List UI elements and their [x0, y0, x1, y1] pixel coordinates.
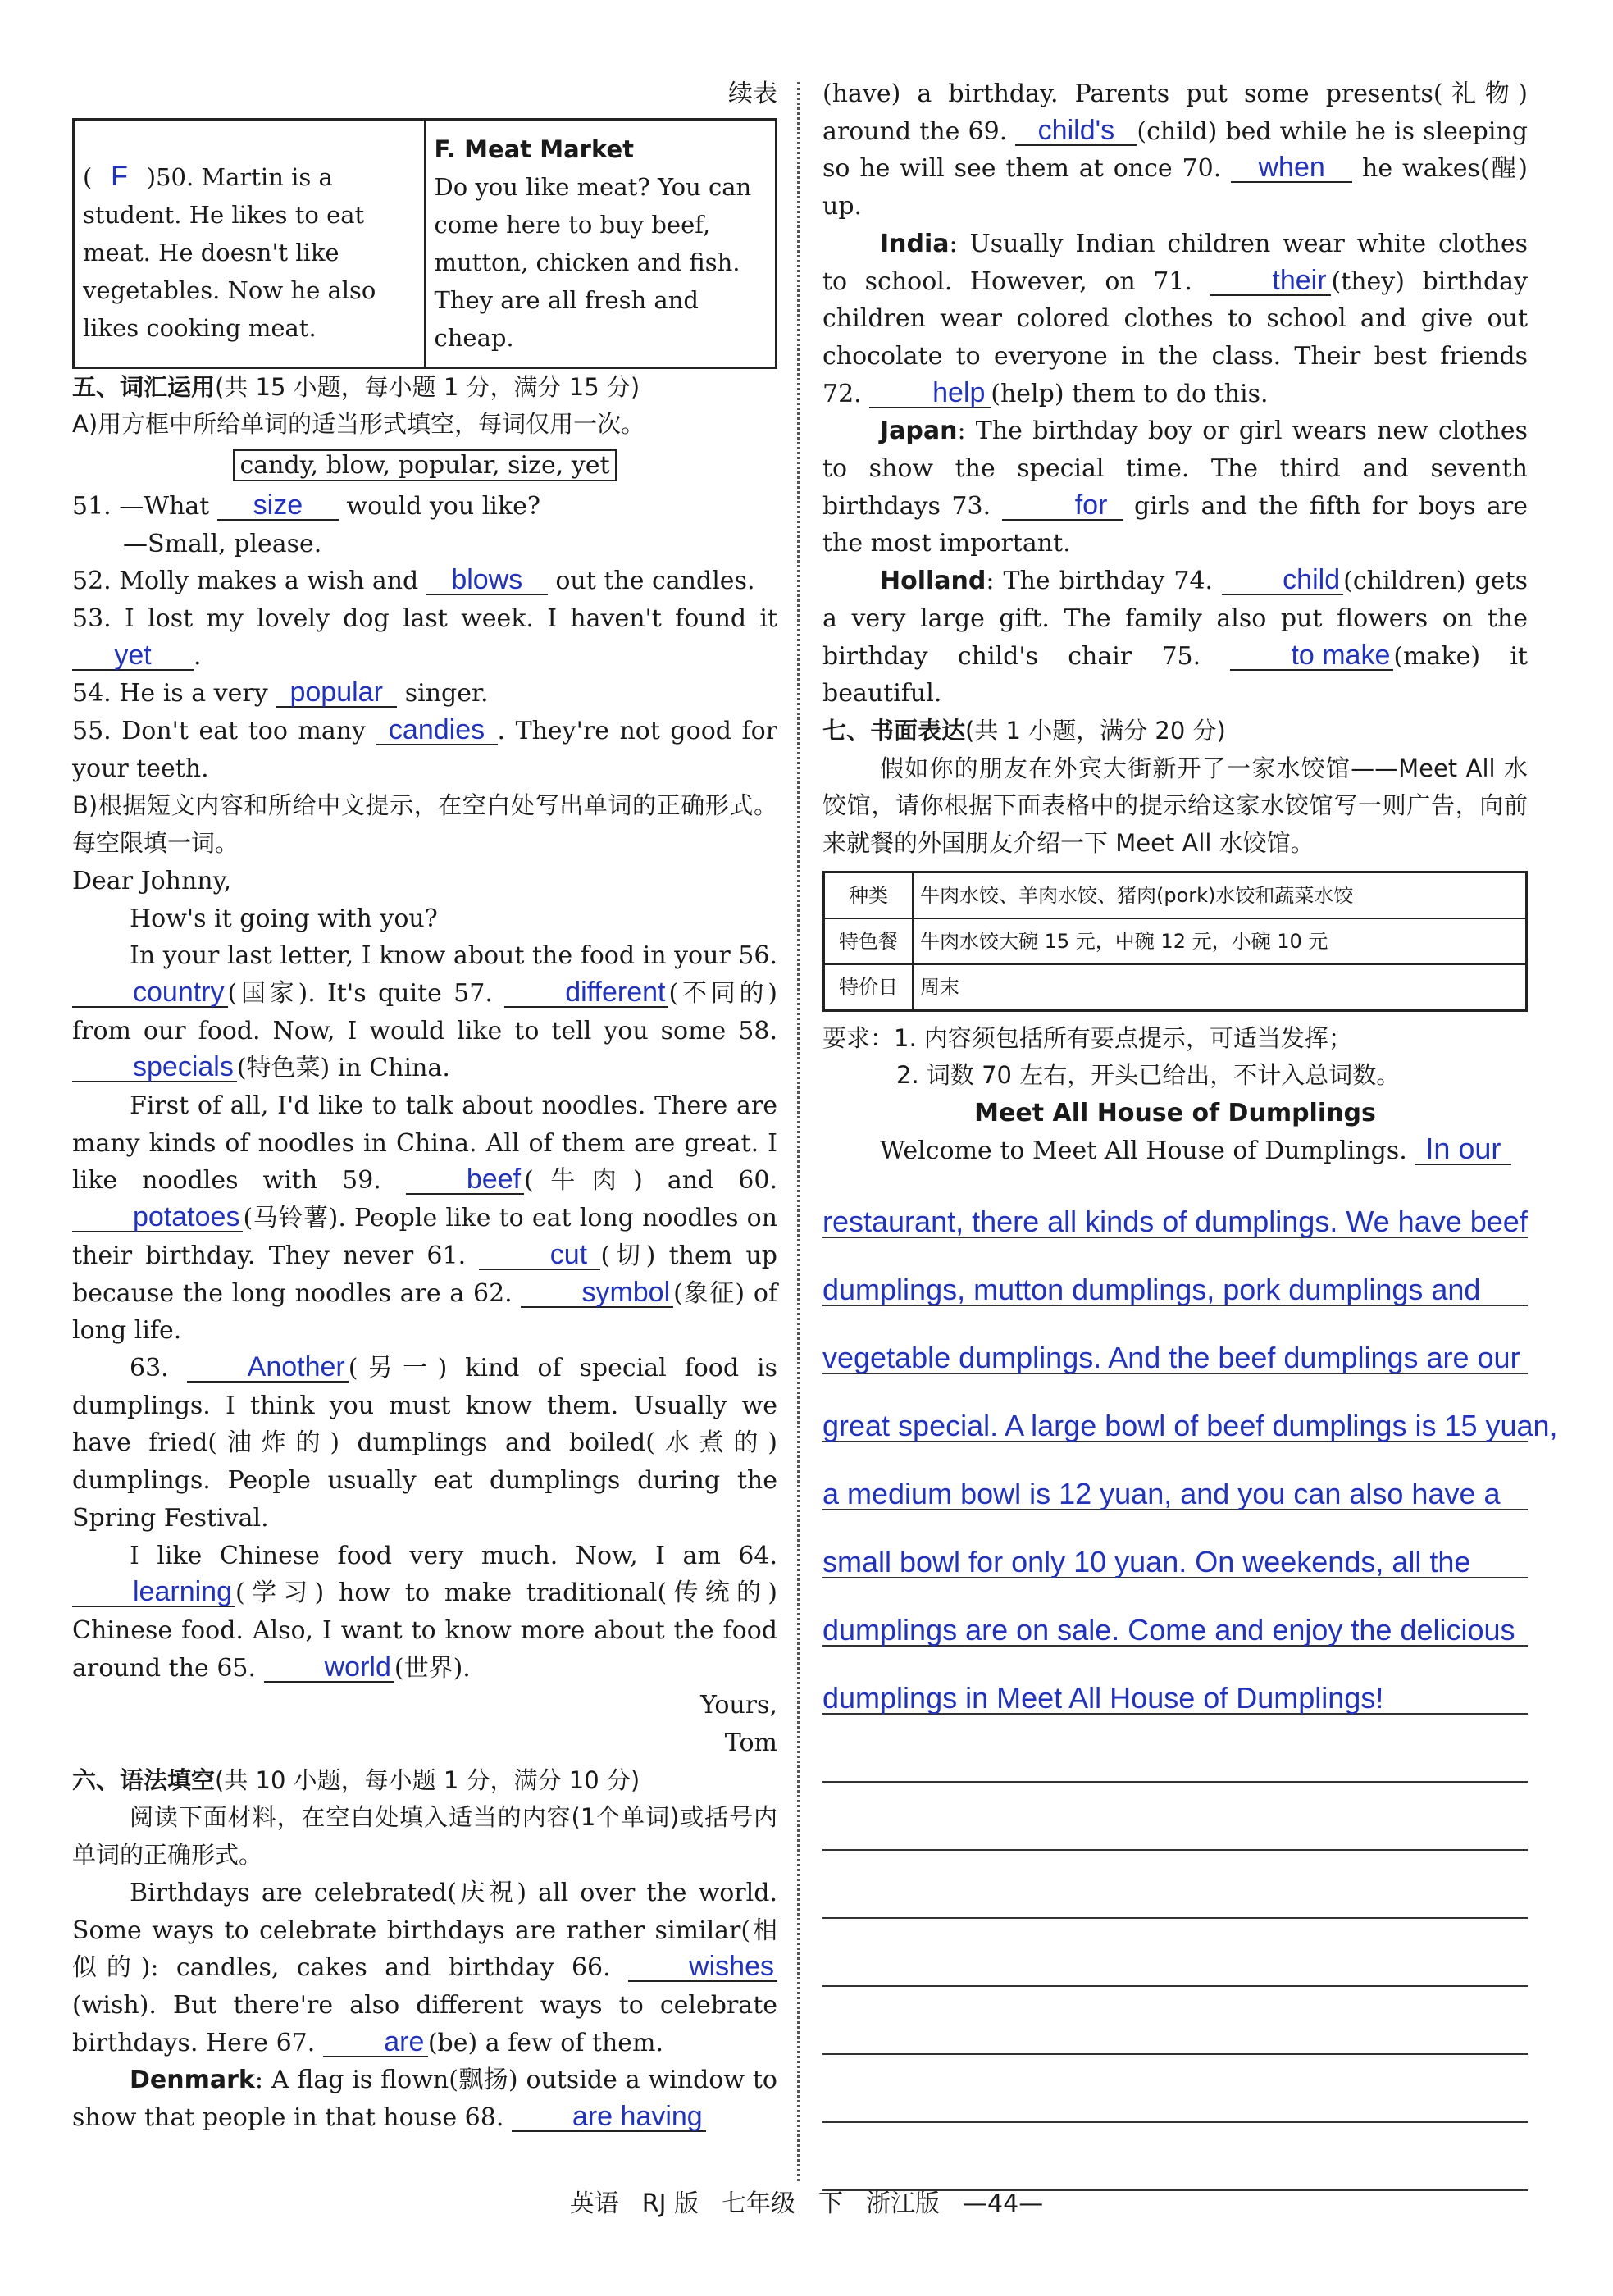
- answer-70: when: [1231, 153, 1352, 183]
- matching-table: [72, 118, 777, 369]
- info-row-sale-day: 特价日 周末: [824, 964, 1527, 1011]
- answer-54: popular: [276, 678, 397, 708]
- essay-line: vegetable dumplings. And the beef dumplings are our: [822, 1343, 1528, 1374]
- letter-para-2: First of all, I'd like to talk about noodles. There are many kinds of noodles in China. All of them are great. I like noodles with 59. beef (牛肉) and 60. potatoes (马铃薯). People like to eat long noodles on their birthday. They never 61. cut (切) them up because the long noodles are a 62. symbol (象征) of long life.: [72, 1091, 777, 1346]
- answer-58: specials: [72, 1053, 237, 1082]
- essay-line: restaurant, there all kinds of dumplings. We have beef: [822, 1204, 1528, 1238]
- essay-line: dumplings in Meet All House of Dumplings!: [822, 1683, 1528, 1715]
- answer-74: child: [1222, 566, 1343, 595]
- matching-option-f: F. Meat Market Do you like meat? You can come here to buy beef, mutton, chicken and fish. They are all fresh and cheap.: [434, 134, 752, 352]
- blank-line: [822, 1888, 1528, 1919]
- essay-line-0: In our: [1415, 1134, 1511, 1165]
- essay-line: dumplings, mutton dumplings, pork dumplings and: [822, 1275, 1528, 1306]
- section6-heading: 六、语法填空(共 10 小题，每小题 1 分，满分 10 分): [72, 1765, 640, 1794]
- blank-line: [822, 1820, 1528, 1851]
- letter-salutation: Dear Johnny,: [72, 866, 232, 895]
- blank-line: [822, 2024, 1528, 2055]
- answer-57: different: [504, 978, 668, 1008]
- section5-partB: B)根据短文内容和所给中文提示，在空白处写出单词的正确形式。每空限填一词。: [72, 791, 777, 858]
- answer-66: wishes: [628, 1952, 777, 1982]
- answer-55: candies: [376, 716, 498, 745]
- info-row-specials: 特色餐 牛肉水饺大碗 15 元，中碗 12 元，小碗 10 元: [824, 918, 1527, 964]
- essay-line: great special. A large bowl of beef dumplings is 15 yuan,: [822, 1408, 1558, 1442]
- answer-56: country: [72, 978, 228, 1008]
- writing-requirement-1: 要求：1. 内容须包括所有要点提示，可适当发挥；: [822, 1023, 1352, 1052]
- question-54: 54. He is a very popular singer.: [72, 676, 489, 708]
- answer-50: F: [111, 160, 128, 192]
- answer-60: potatoes: [72, 1203, 243, 1232]
- answer-59: beef: [406, 1165, 524, 1195]
- writing-prompt: 假如你的朋友在外宾大街新开了一家水饺馆——Meet All 水饺馆，请你根据下面表格中的提示给这家水饺馆写一则广告，向前来就餐的外国朋友介绍一下 Meet All 水饺馆。: [822, 754, 1528, 858]
- question-52: 52. Molly makes a wish and blows out the candles.: [72, 564, 755, 596]
- letter-para-3: 63. Another (另一) kind of special food is dumplings. I think you must know them. Usually we have fried(油炸的) dumplings and boiled(水煮的) dumplings. People usually eat dumplings during the Spring Festival.: [72, 1351, 777, 1533]
- word-box: candy, blow, popular, size, yet: [72, 447, 777, 485]
- answer-71: their: [1210, 266, 1331, 296]
- answer-63: Another: [187, 1353, 349, 1383]
- answer-73: for: [1002, 491, 1123, 521]
- grammar-para-japan: Japan: The birthday boy or girl wears new clothes to show the special time. The third and seventh birthdays 73. for girls and the fifth for boys are the most important.: [822, 417, 1528, 558]
- answer-75: to make: [1230, 641, 1393, 671]
- section7-heading: 七、书面表达(共 1 小题，满分 20 分): [822, 716, 1226, 745]
- answer-52: blows: [426, 566, 548, 595]
- answer-72: help: [869, 379, 991, 408]
- answer-67: are: [323, 2028, 428, 2057]
- essay-opening: Welcome to Meet All House of Dumplings. In our: [822, 1132, 1528, 1170]
- column-divider: [797, 82, 800, 2181]
- answer-69: child's: [1015, 116, 1137, 146]
- question-51: 51. —What size would you like?: [72, 489, 540, 521]
- answer-62: symbol: [521, 1278, 673, 1308]
- answer-53: yet: [72, 641, 194, 671]
- grammar-para-india: India: Usually Indian children wear white clothes to school. However, on 71. their (they) birthday children wear colored clothes to school and give out chocolate to everyone in the class. Their best friends 72. help (help) them to do this.: [822, 229, 1528, 408]
- question-55: 55. Don't eat too many candies . They're not good for your teeth.: [72, 714, 777, 783]
- answer-64: learning: [72, 1578, 235, 1607]
- writing-info-table: [822, 871, 1528, 1012]
- right-column: [822, 75, 1558, 2191]
- info-row-types: 种类 牛肉水饺、羊肉水饺、猪肉(pork)水饺和蔬菜水饺: [824, 872, 1527, 918]
- section6-instructions: 阅读下面材料，在空白处填入适当的内容(1个单词)或括号内单词的正确形式。: [72, 1803, 777, 1870]
- answer-65: world: [264, 1653, 394, 1683]
- grammar-para-denmark-cont: (have) a birthday. Parents put some presents(礼物) around the 69. child's (child) bed while he is sleeping so he will see them at once 70. when he wakes(醒) up.: [822, 80, 1528, 221]
- letter-greeting: How's it going with you?: [130, 904, 438, 933]
- blank-line: [822, 1752, 1528, 1783]
- essay-line: a medium bowl is 12 yuan, and you can also have a: [822, 1479, 1528, 1510]
- essay-line: small bowl for only 10 yuan. On weekends, all the: [822, 1547, 1528, 1578]
- matching-question-50: ( F )50. Martin is a student. He likes to eat meat. He doesn't like vegetables. Now he also likes cooking meat.: [74, 119, 426, 367]
- writing-requirement-2: 2. 词数 70 左右，开头已给出，不计入总词数。: [896, 1061, 1401, 1090]
- letter-para-4: I like Chinese food very much. Now, I am 64. learning (学习) how to make traditional(传统的) Chinese food. Also, I want to know more about the food around the 65. world (世界).: [72, 1541, 777, 1683]
- grammar-para-holland: Holland: The birthday 74. child (children) gets a very large gift. The family also put flowers on the birthday child's chair 75. to make (make) it beautiful.: [822, 564, 1528, 708]
- grammar-para-1: Birthdays are celebrated(庆祝) all over the world. Some ways to celebrate birthdays are rather similar(相似的): candles, cakes and birthday 66. wishes(wish). But there're also different ways to celebrate birthdays. Here 67. are (be) a few of them.: [72, 1878, 777, 2057]
- essay-body: [822, 1204, 1558, 2191]
- page-footer: 英语 RJ 版 七年级 下 浙江版 —44—: [569, 2189, 1044, 2218]
- blank-line: [822, 2092, 1528, 2123]
- page-number: —44—: [963, 2189, 1044, 2218]
- essay-title: Meet All House of Dumplings: [974, 1099, 1376, 1128]
- letter-closing: Yours,: [700, 1691, 777, 1720]
- answer-51: size: [217, 491, 339, 521]
- grammar-para-denmark-start: Denmark: A flag is flown(飘扬) outside a window to show that people in that house 68. are having: [72, 2066, 777, 2133]
- letter-para-1: In your last letter, I know about the food in your 56. country (国家). It's quite 57. different (不同的) from our food. Now, I would like to tell you some 58. specials (特色菜) in China.: [72, 941, 777, 1083]
- section5-heading: 五、词汇运用(共 15 小题，每小题 1 分，满分 15 分): [72, 372, 640, 401]
- blank-line: [822, 1956, 1528, 1987]
- question-53: 53. I lost my lovely dog last week. I haven't found it yet .: [72, 604, 777, 671]
- left-column: 续表 ( F )50. Martin is a student. He likes to eat meat. He doesn't like vegetables. Now he also likes cooking meat. F. Meat Market Do you like meat? You can come here to buy beef, mutton, chicken and fish. They are all fresh and cheap. 五、词汇运用(共 15 小题，每小题 1 分，满分 15 分) A)用方框中所给单词的适当形式填空，每词仅用一次。 candy, blow, popular, size, yet 51. —What size would you like? —Small, please. 52. Molly makes a wish and blows out the candles. 53. I lost my lovely dog last week. I haven't found it yet . 54. He is a very popular singer. 55. Don't eat too many candies . They're not good for your teeth. B)根据短文内容和所给中文提示，在空白处写出单词的正确形式。每空限填一词。 Dear Johnny, How's it going with you? In your last letter, I know about the food in your 56. country (国家). It's quite 57. different (不同的) from our food. Now, I would like to tell you some 58. specials (特色菜) in China. First of all, I'd like to talk about noodles. There are many kinds of noodles in China. All of them are great. I like noodles with 59. beef (牛肉) and 60. potatoes (马铃薯). People like to eat long noodles on their birthday. They never 61. cut (切) them up because the long noodles are a 62. symbol (象征) of long life. 63. Another (另一) kind of special food is dumplings. I think you must know them. Usually we have fried(油炸的) dumplings and boiled(水煮的) dumplings. People usually eat dumplings during the Spring Festival. I like Chinese food very much. Now, I am 64. learning (学习) how to make traditional(传统的) Chinese food. Also, I want to know more about the food around the 65. world (世界). Yours, Tom 六、语法填空(共 10 小题，每小题 1 分，满分 10 分) 阅读下面材料，在空白处填入适当的内容(1个单词)或括号内单词的正确形式。 Birthdays are celebrated(庆祝) all over the world. Some ways to celebrate birthdays are rather similar(相似的): candles, cakes and birthday 66. wishes(wish). But there're also different ways to celebrate birthdays. Here 67. are (be) a few of them. Denmark: A flag is flown(飘扬) outside a window to show that people in that house 68. are having: [72, 75, 777, 2137]
- essay-line: dumplings are on sale. Come and enjoy the delicious: [822, 1615, 1528, 1647]
- letter-signature: Tom: [724, 1729, 777, 1758]
- answer-61: cut: [479, 1241, 600, 1270]
- answer-68: are having: [512, 2102, 706, 2132]
- section5-partA: A)用方框中所给单词的适当形式填空，每词仅用一次。: [72, 410, 645, 439]
- continued-label: 续表: [728, 80, 777, 108]
